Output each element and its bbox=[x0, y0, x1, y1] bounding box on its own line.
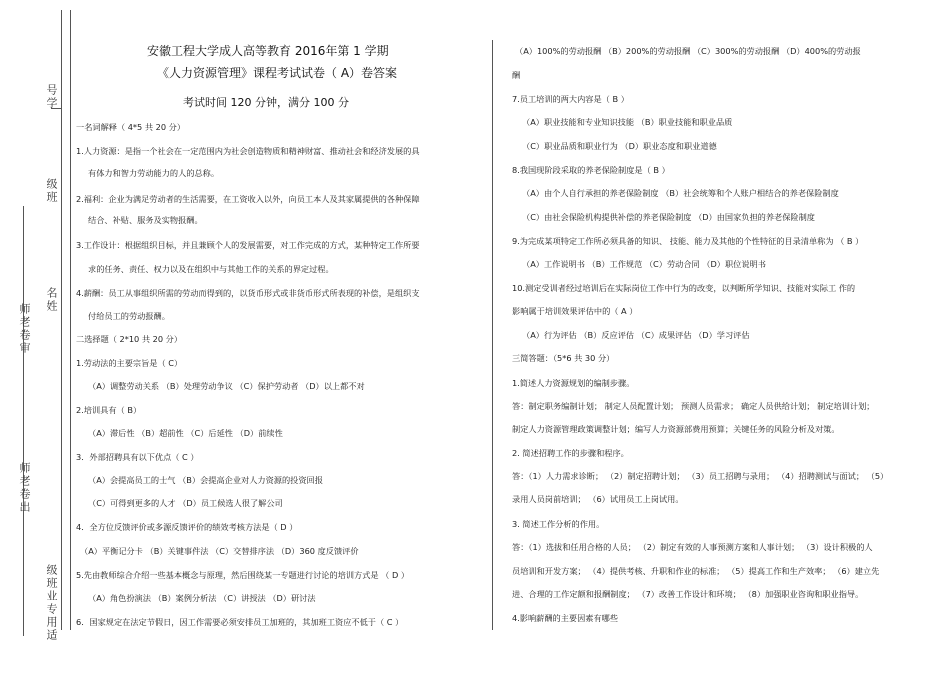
right-line: 员培训和开发方案； （4）提供考核、升职和作业的标准； （5）提高工作和生产效率； （6）建立先 bbox=[512, 566, 880, 576]
right-line: （A）由个人自行承担的养老保险制度 （B）社会统筹和个人账户相结合的养老保险制度 bbox=[522, 188, 839, 198]
right-line: （C）由社会保险机构提供补偿的养老保险制度 （D）由国家负担的养老保险制度 bbox=[522, 212, 815, 222]
right-line: （A）100%的劳动报酬 （B）200%的劳动报酬 （C）300%的劳动报酬 （D）400%的劳动报 bbox=[515, 46, 861, 56]
left-line: 5.先由教师综合介绍一些基本概念与原理，然后围绕某一专题进行讨论的培训方式是 （ D ） bbox=[76, 570, 410, 580]
right-line: 答：制定职务编制计划； 制定人员配置计划； 预测人员需求； 确定人员供给计划； 制定培训计划； bbox=[512, 401, 875, 411]
margin-label-setter: 师老卷出 bbox=[18, 462, 31, 514]
exam-title-line1: 安徽工程大学成人高等教育 2016年第 1 学期 bbox=[147, 44, 389, 58]
left-line: 一名词解释（ 4*5 共 20 分） bbox=[76, 122, 186, 132]
left-line: 4.薪酬：员工从事组织所需的劳动而得到的，以货币形式或非货币形式所表现的补偿，是组织支 bbox=[76, 288, 420, 298]
column-divider bbox=[492, 40, 493, 630]
margin-line-outer bbox=[23, 206, 24, 636]
left-line: 2.福利：企业为满足劳动者的生活需要，在工资收入以外，向员工本人及其家属提供的各种保障 bbox=[76, 194, 420, 204]
margin-fill-line-1 bbox=[51, 108, 61, 109]
right-line: 答：（1）人力需求诊断； （2）制定招聘计划； （3）员工招聘与录用； （4）招聘测试与面试； （5） bbox=[512, 471, 889, 481]
left-line: 4．全方位反馈评价或多源反馈评价的绩效考核方法是（ D ） bbox=[76, 522, 298, 532]
left-line: （A）调整劳动关系 （B）处理劳动争议 （C）保护劳动者 （D）以上都不对 bbox=[88, 381, 365, 391]
right-line: （C）职业品质和职业行为 （D）职业态度和职业道德 bbox=[522, 141, 717, 151]
right-line: （A）工作说明书 （B）工作规范 （C）劳动合同 （D）职位说明书 bbox=[522, 259, 766, 269]
margin-label-name: 名姓 bbox=[45, 287, 58, 313]
left-line: 6．国家规定在法定节假日，因工作需要必须安排员工加班的，其加班工资应不低于（ C ） bbox=[76, 617, 404, 627]
margin-label-student-id: 号学 bbox=[45, 84, 58, 110]
left-line: 3.工作设计：根据组织目标，并且兼顾个人的发展需要，对工作完成的方式，某种特定工作所要 bbox=[76, 240, 420, 250]
left-line: （A）平衡记分卡 （B）关键事件法 （C）交替排序法 （D）360 度反馈评价 bbox=[80, 546, 359, 556]
right-line: （A）行为评估 （B）反应评估 （C）成果评估 （D）学习评估 bbox=[522, 330, 750, 340]
left-line: （A）角色扮演法 （B）案例分析法 （C）讲授法 （D）研讨法 bbox=[88, 593, 316, 603]
margin-line-inner bbox=[61, 10, 62, 630]
right-line: 影响属于培训效果评估中的（ A ） bbox=[512, 306, 638, 316]
left-line: 1.劳动法的主要宗旨是（ C） bbox=[76, 358, 183, 368]
right-line: 10.测定受训者经过培训后在实际岗位工作中行为的改变，以判断所学知识、技能对实际工 作的 bbox=[512, 283, 856, 293]
right-line: 7.员工培训的两大内容是（ B ） bbox=[512, 94, 629, 104]
left-line: （A）会提高员工的士气 （B）会提高企业对人力资源的投资回报 bbox=[88, 475, 323, 485]
left-line: 1.人力资源：是指一个社会在一定范围内为社会创造物质和精神财富、推动社会和经济发展的具 bbox=[76, 146, 420, 156]
left-line: 结合、补贴、服务及实物报酬。 bbox=[88, 215, 203, 225]
right-line: 4.影响薪酬的主要因素有哪些 bbox=[512, 613, 619, 623]
left-line: 求的任务、责任、权力以及在组织中与其他工作的关系的界定过程。 bbox=[88, 264, 334, 274]
exam-title-line2: 《人力资源管理》课程考试试卷（ A）卷答案 bbox=[157, 66, 398, 80]
exam-time-line: 考试时间 120 分钟，满分 100 分 bbox=[183, 96, 349, 109]
right-line: 1.简述人力资源规划的编制步骤。 bbox=[512, 378, 635, 388]
right-line: 答：（1）选拔和任用合格的人员； （2）制定有效的人事预测方案和人事计划； （3）设计积极的人 bbox=[512, 542, 873, 552]
left-line: （C）可得到更多的人才 （D）员工候选人很了解公司 bbox=[88, 498, 283, 508]
left-line: 3．外部招聘具有以下优点（ C ） bbox=[76, 452, 199, 462]
right-line: 进、合理的工作定额和报酬制度； （7）改善工作设计和环境； （8）加强职业咨询和职业指导。 bbox=[512, 589, 864, 599]
left-line: 有体力和智力劳动能力的人的总称。 bbox=[88, 168, 220, 178]
left-line: 2.培训具有（ B） bbox=[76, 405, 142, 415]
margin-label-class: 级班 bbox=[45, 178, 58, 204]
right-line: 酬 bbox=[512, 70, 521, 80]
margin-label-reviewer: 师老卷审 bbox=[18, 303, 31, 355]
left-line: （A）滞后性 （B）超前性 （C）后延性 （D）前续性 bbox=[88, 428, 283, 438]
margin-label-major-class: 级班业专用适 bbox=[45, 564, 58, 642]
left-line: 二选择题（ 2*10 共 20 分） bbox=[76, 334, 183, 344]
right-line: 制定人力资源管理政策调整计划；编写人力资源部费用预算；关键任务的风险分析及对策。 bbox=[512, 424, 840, 434]
left-line: 付给员工的劳动报酬。 bbox=[88, 311, 170, 321]
right-line: 8.我国现阶段采取的养老保险制度是（ B ） bbox=[512, 165, 670, 175]
right-line: 2. 简述招聘工作的步骤和程序。 bbox=[512, 448, 629, 458]
margin-line-gutter bbox=[70, 10, 71, 630]
right-line: （A）职业技能和专业知识技能 （B）职业技能和职业品质 bbox=[522, 117, 733, 127]
right-line: 录用人员岗前培训； （6）试用员工上岗试用。 bbox=[512, 494, 684, 504]
right-line: 3. 简述工作分析的作用。 bbox=[512, 519, 605, 529]
right-line: 9.为完成某项特定工作所必须具备的知识、 技能、能力及其他的个性特征的目录清单称为 （ B ） bbox=[512, 236, 864, 246]
right-line: 三简答题：（5*6 共 30 分） bbox=[512, 353, 615, 363]
